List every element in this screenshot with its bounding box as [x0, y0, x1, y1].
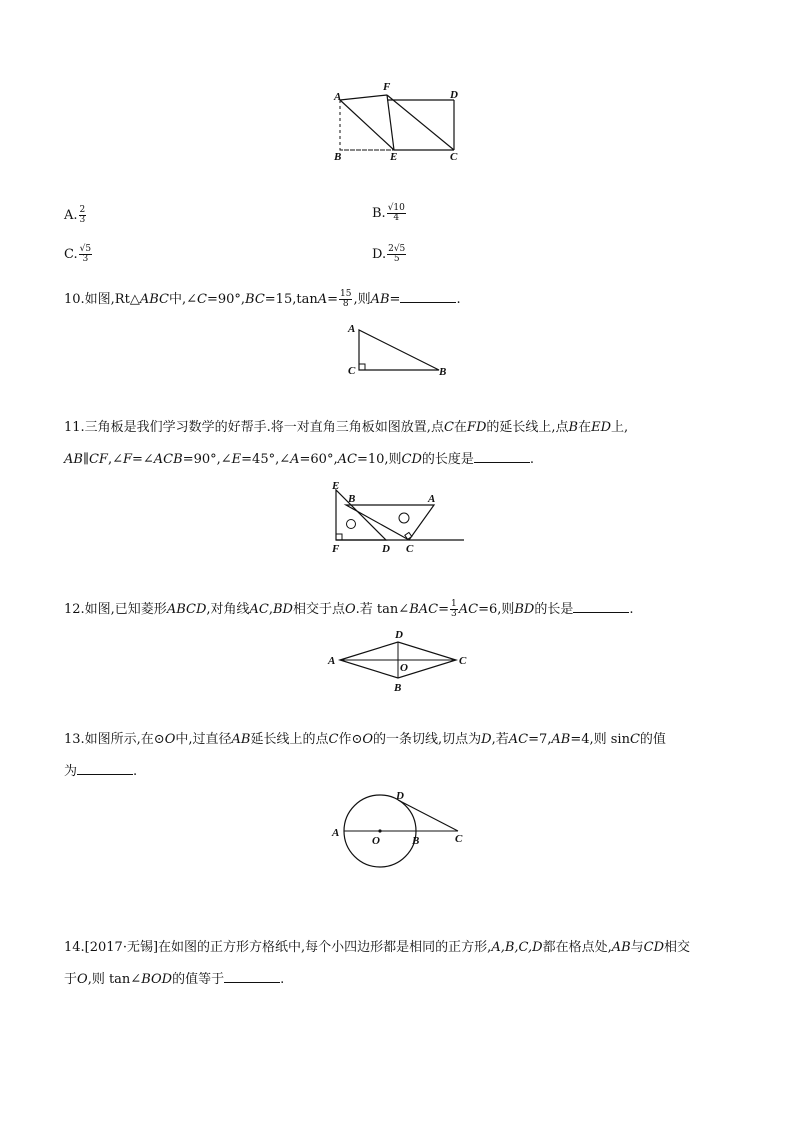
fig10-label-a: A: [348, 323, 356, 335]
option-a-label: A.: [64, 208, 78, 223]
fig12-label-o: O: [400, 662, 408, 674]
answer-blank-14[interactable]: [224, 970, 280, 983]
figure-rectangle-fold: [330, 78, 470, 168]
option-d-label: D.: [372, 247, 387, 262]
answer-blank-13[interactable]: [77, 762, 133, 775]
fig-label-a: A: [334, 91, 342, 103]
figure-right-triangle: [345, 318, 455, 380]
option-c-label: C.: [64, 247, 78, 262]
option-a-fraction: $\frac{2}{3}$: [79, 205, 86, 225]
q10-fraction: $\frac{15}{8}$: [340, 289, 352, 309]
fig-label-e: E: [390, 151, 398, 163]
option-d-fraction: $\frac{2√5}{5}$: [388, 244, 406, 264]
fig11-label-e: E: [332, 480, 340, 492]
fig12-label-c: C: [459, 655, 467, 667]
fig12-label-b: B: [394, 682, 402, 694]
fig13-label-b: B: [412, 835, 420, 847]
question-13-line-2: 为 .: [64, 764, 138, 779]
fig11-label-d: D: [382, 543, 390, 555]
fig11-label-f: F: [332, 543, 340, 555]
option-a[interactable]: [64, 206, 87, 225]
fig11-label-b: B: [348, 493, 356, 505]
fig12-label-d: D: [395, 629, 403, 641]
fig10-label-c: C: [348, 365, 356, 377]
question-13-line-1: 13.如图所示,在⊙O中,过直径AB延长线上的点C作⊙O的一条切线,切点为D,若AC=7,AB=4,则 sinC的值: [64, 732, 666, 747]
question-14-line-1: 14.[2017·无锡]在如图的正方形方格纸中,每个小四边形都是相同的正方形,A,B,C,D都在格点处,AB与CD相交: [64, 940, 691, 955]
fig13-label-o: O: [372, 835, 380, 847]
fig10-label-b: B: [439, 366, 447, 378]
answer-blank-10[interactable]: [400, 290, 456, 303]
fig11-label-a: A: [428, 493, 436, 505]
figure-circle-tangent: [328, 786, 470, 872]
fig12-label-a: A: [328, 655, 336, 667]
option-c-fraction: $\frac{√5}{3}$: [79, 244, 92, 264]
question-12-text: 12.如图,已知菱形ABCD,对角线AC,BD相交于点O.若 tan∠BAC= $\frac{1}{3}$ AC=6,则BD的长是 .: [64, 599, 634, 619]
answer-blank-12[interactable]: [573, 600, 629, 613]
option-b[interactable]: [372, 204, 407, 223]
fig-label-b: B: [334, 151, 342, 163]
figure-rhombus: [322, 626, 472, 696]
option-b-fraction: $\frac{√10}{4}$: [387, 203, 405, 223]
figure-set-squares: [326, 478, 466, 556]
fig-label-f: F: [383, 81, 391, 93]
fig-label-c: C: [450, 151, 458, 163]
question-11-line-1: 11.三角板是我们学习数学的好帮手.将一对直角三角板如图放置,点C在FD的延长线上,点B在ED上,: [64, 420, 629, 435]
option-c[interactable]: [64, 245, 93, 264]
option-d[interactable]: [372, 245, 407, 264]
fig13-label-c: C: [455, 833, 463, 845]
question-14-line-2: 于O,则 tan∠BOD的值等于 .: [64, 972, 285, 987]
q12-fraction: $\frac{1}{3}$: [450, 599, 457, 619]
fig13-label-a: A: [332, 827, 340, 839]
fig-label-d: D: [450, 89, 458, 101]
option-b-label: B.: [372, 206, 386, 221]
question-11-line-2: AB∥CF,∠F=∠ACB=90°,∠E=45°,∠A=60°,AC=10,则CD的长度是 .: [64, 452, 535, 467]
fig13-label-d: D: [396, 790, 404, 802]
answer-blank-11[interactable]: [474, 450, 530, 463]
question-10-text: 10.如图,Rt△ABC中,∠C=90°,BC=15,tanA= $\frac{15}{8}$ ,则AB= .: [64, 289, 461, 309]
fig11-label-c: C: [406, 543, 414, 555]
